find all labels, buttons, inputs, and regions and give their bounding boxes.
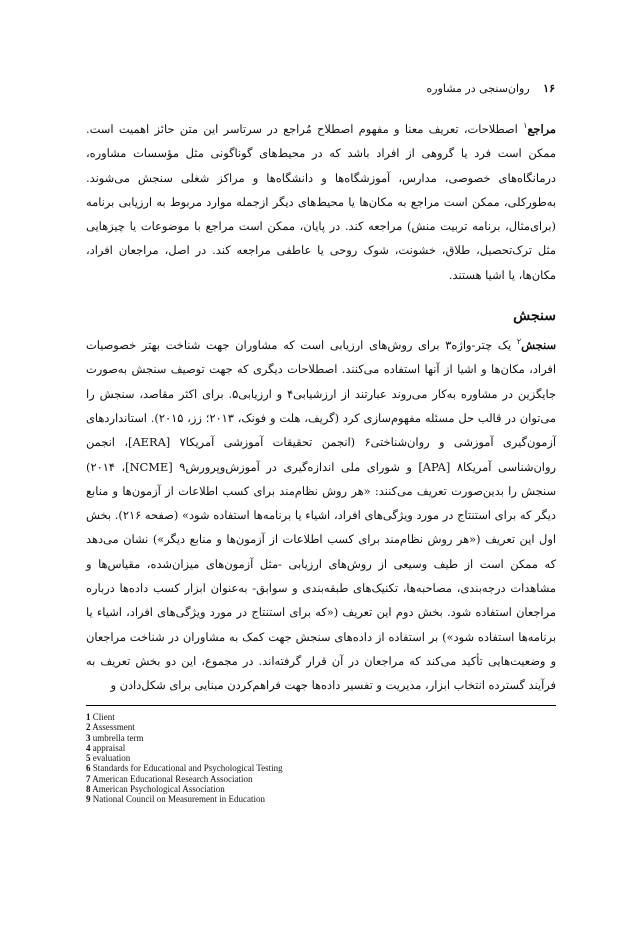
- footnote: 5 evaluation: [86, 753, 131, 764]
- page-number: ۱۶: [543, 82, 555, 95]
- footnote: 7 American Educational Research Association: [86, 773, 253, 784]
- paragraph-client-text: اصطلاحات، تعریف معنا و مفهوم اصطلاح مُراجع در سرتاسر این متن حائز اهمیت است. ممکن است فرد یا گروهی از افراد باشد که در محیط‌های گوناگونی مثل مؤسسات مشاوره، درمانگاه‌های خصوصی، مدارس، آموزشگاه‌ها و دانشگاه‌ها و مراکز شغلی سنجش می‌شوند. به‌طورکلی، ممکن است مراجع به مکان‌ها یا محیط‌های دیگر ازجمله موارد مربوط به ارزیابی برنامه (برای‌مثال، برنامه تربیت منش) مراجعه کند. در پایان، ممکن است مراجع با موضوعات یا چیزهایی مثل ترک‌تحصیل، طلاق، خشونت، شوک روحی یا عاطفی مراجعه کند. در اصل، مراجعان افراد، مکان‌ها، یا اشیا هستند.: [86, 122, 556, 282]
- page-header: [426, 82, 555, 95]
- term-client: مراجع: [527, 122, 557, 136]
- paragraph-assessment: [86, 333, 556, 697]
- section-heading-assessment: سنجش: [513, 308, 556, 325]
- footnote-separator: [86, 705, 556, 706]
- paragraph-assessment-text: یک چتر-واژه۳ برای روش‌های ارزیابی است که مشاوران جهت شناخت بهتر خصوصیات افراد، مکان‌ها و اشیا از آنها استفاده می‌کنند. اصطلاحات دیگری که جهت توصیف سنجش به‌صورت جایگزین در مشاوره به‌کار می‌روند عبارتند از ارزشیابی۴ و ارزیابی۵. برای اکثر مقاصد، سنجش را می‌توان در قالب حل مسئله مفهوم‌سازی کرد (گریف، هلت و فونک، ۲۰۱۳؛ زز، ۲۰۱۵). استانداردهای آزمون‌گیری آموزشی و روان‌شناختی۶ (انجمن تحقیقات آموزشی آمریکا۷ [AERA]، انجمن روان‌شناسی آمریکا۸ [APA] و شورای ملی اندازه‌گیری در آموزش‌وپرورش۹ [NCME]، ۲۰۱۴) سنجش را بدین‌صورت تعریف می‌کنند: «هر روش نظام‌مند برای کسب اطلاعات از آزمون‌ها و منابع دیگر که برای استنتاج در مورد ویژگی‌های افراد، اشیاء یا برنامه‌ها استفاده شود» (صفحه ۲۱۶). بخش اول این تعریف («هر روش نظام‌مند برای کسب اطلاعات از آزمون‌ها و منابع دیگر») نشان می‌دهد که ممکن است از طیف وسیعی از روش‌های ارزیابی -مثل آزمون‌های میزان‌شده، مقیاس‌ها و مشاهدات درجه‌بندی، مصاحبه‌ها، تکنیک‌های طبقه‌بندی و سوابق- به‌عنوان ابزار کسب داده‌ها درباره مراجعان استفاده شود. بخش دوم این تعریف («که برای استنتاج در مورد ویژگی‌های افراد، اشیاء یا برنامه‌ها استفاده شود») بر استفاده از داده‌های سنجش جهت کمک به مشاوران در شناخت مراجعان و وضعیت‌هایی تأکید می‌کند که مراجعان در آن قرار گرفته‌اند. در مجموع، این دو بخش تعریف به فرآیند گسترده انتخاب ابزار، مدیریت و تفسیر داده‌ها جهت فراهم‌کردن مبنایی برای شکل‌دادن و: [86, 338, 556, 693]
- footnote: 3 umbrella term: [86, 732, 144, 743]
- footnote-ref-2: ۲: [516, 337, 522, 347]
- footnote: 9 National Council on Measurement in Education: [86, 794, 265, 805]
- footnote: 4 appraisal: [86, 742, 126, 753]
- running-title: روان‌سنجی در مشاوره: [426, 82, 530, 95]
- footnote: 2 Assessment: [86, 722, 135, 733]
- paragraph-client: [86, 117, 556, 287]
- term-assessment: سنجش: [521, 338, 556, 353]
- footnote: 1 Client: [86, 712, 115, 722]
- footnote-ref-1: ۱: [523, 121, 528, 131]
- footnote: 6 Standards for Educational and Psychological Testing: [86, 763, 283, 774]
- footnote: 8 American Psychological Association: [86, 784, 225, 795]
- footnotes: [86, 712, 556, 805]
- main-text: [86, 117, 556, 698]
